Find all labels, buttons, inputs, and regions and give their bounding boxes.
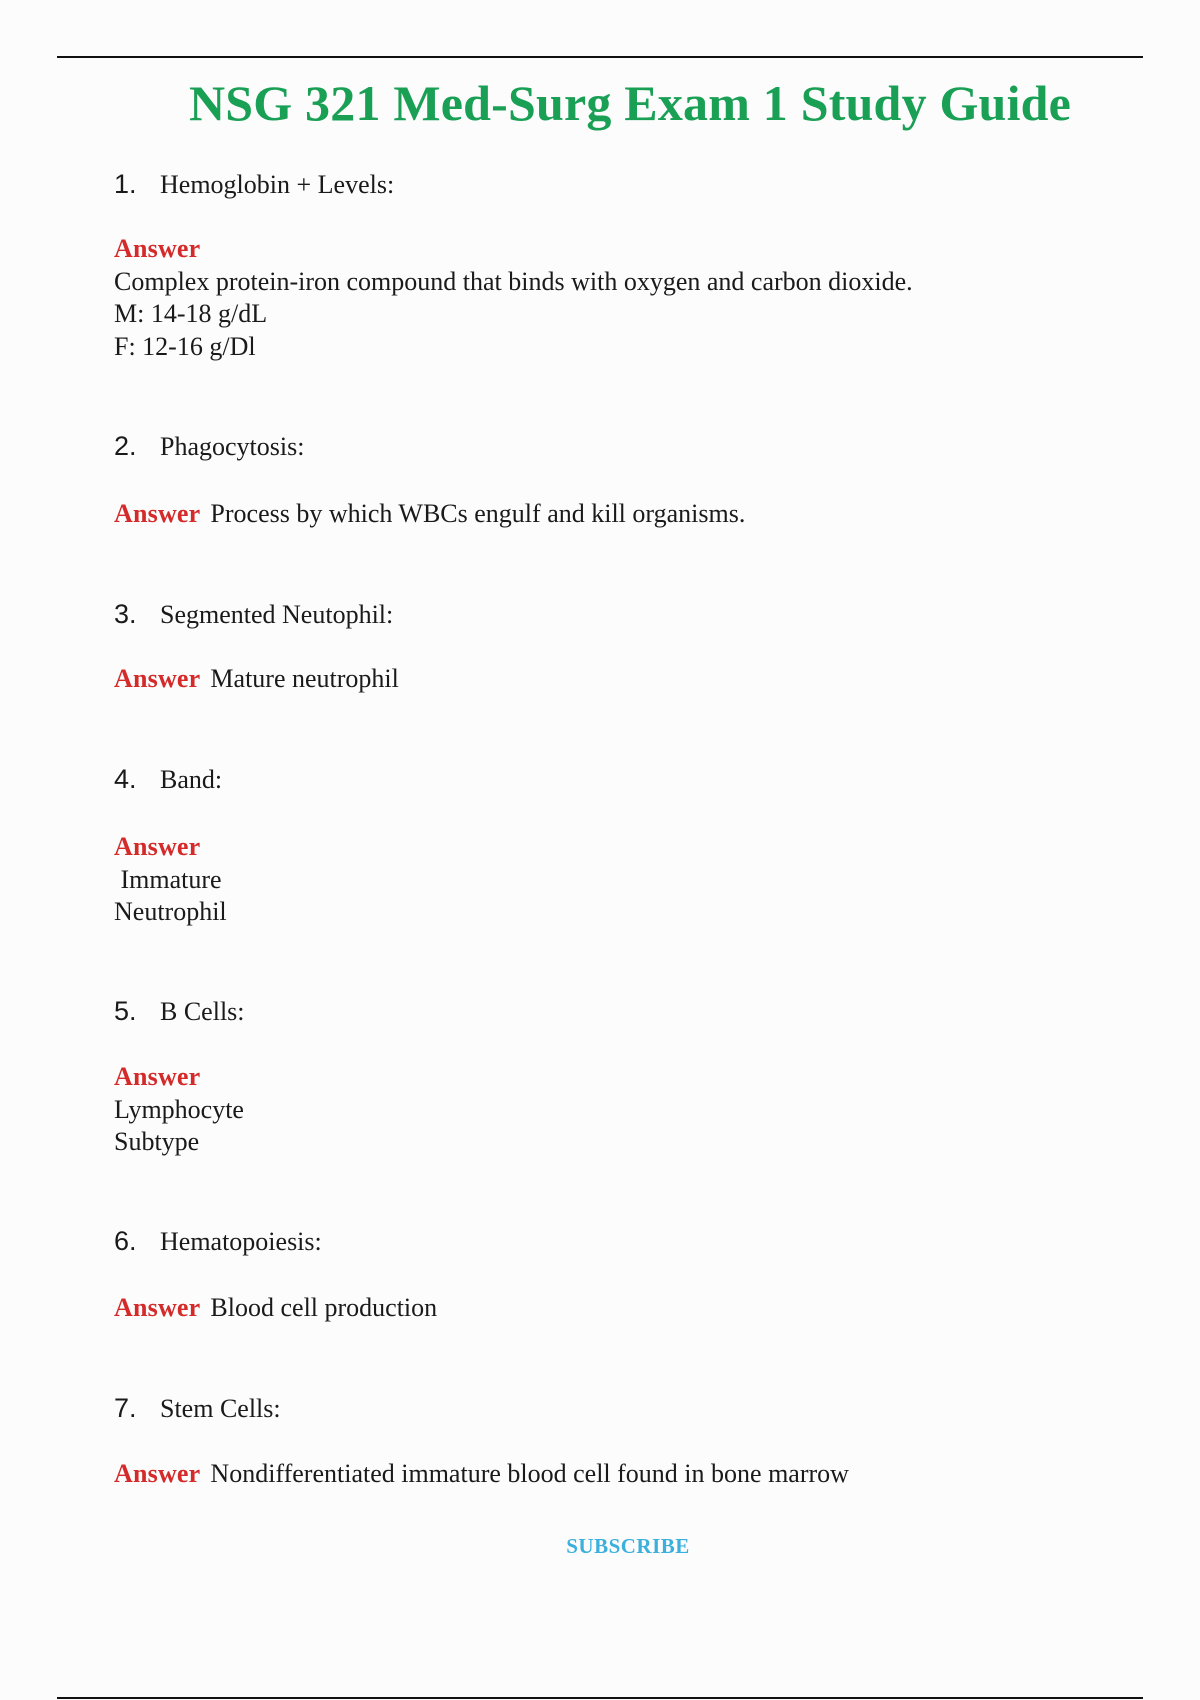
answer-line: Subtype	[114, 1127, 200, 1156]
question-number: 7.	[114, 1393, 137, 1423]
question-text: Segmented Neutophil:	[160, 600, 394, 629]
question-number: 4.	[114, 764, 137, 794]
question-6	[114, 1225, 322, 1258]
question-number: 5.	[114, 996, 137, 1026]
question-number: 1.	[114, 169, 137, 199]
question-text: Stem Cells:	[160, 1394, 281, 1423]
answer-5	[114, 1061, 244, 1159]
question-text: Phagocytosis:	[160, 432, 305, 461]
answer-text: Process by which WBCs engulf and kill organisms.	[210, 499, 746, 528]
answer-7	[114, 1458, 849, 1491]
question-text: Hemoglobin + Levels:	[160, 170, 395, 199]
question-3	[114, 598, 393, 631]
answer-label: Answer	[114, 499, 201, 528]
answer-text: Mature neutrophil	[210, 664, 399, 693]
answer-3	[114, 663, 399, 696]
question-number: 3.	[114, 599, 137, 629]
question-1	[114, 168, 394, 201]
answer-label: Answer	[114, 1062, 201, 1091]
answer-4	[114, 831, 227, 929]
answer-line: Lymphocyte	[114, 1094, 244, 1124]
question-number: 2.	[114, 431, 137, 461]
page-title: NSG 321 Med-Surg Exam 1 Study Guide	[188, 75, 1072, 131]
answer-line: M: 14-18 g/dL	[114, 299, 268, 328]
answer-label: Answer	[114, 664, 201, 693]
question-2	[114, 430, 304, 463]
answer-line: Complex protein-iron compound that binds with oxygen and carbon dioxide.	[114, 266, 913, 296]
answer-text: Nondifferentiated immature blood cell found in bone marrow	[210, 1459, 849, 1488]
answer-label: Answer	[114, 234, 201, 263]
answer-label: Answer	[114, 1459, 201, 1488]
answer-2	[114, 498, 745, 531]
answer-label: Answer	[114, 1293, 201, 1322]
answer-1	[114, 233, 913, 363]
question-text: B Cells:	[160, 997, 245, 1026]
subscribe-link[interactable]: SUBSCRIBE	[566, 1534, 690, 1558]
answer-label: Answer	[114, 832, 201, 861]
question-number: 6.	[114, 1226, 137, 1256]
answer-line: Immature	[114, 864, 222, 894]
question-4	[114, 763, 222, 796]
answer-6	[114, 1292, 437, 1325]
answer-line: Neutrophil	[114, 897, 227, 926]
question-text: Band:	[160, 765, 223, 794]
question-7	[114, 1392, 281, 1425]
answer-line: F: 12-16 g/Dl	[114, 331, 256, 361]
question-5	[114, 995, 245, 1028]
question-text: Hematopoiesis:	[160, 1227, 322, 1256]
answer-text: Blood cell production	[210, 1293, 438, 1322]
bottom-rule	[57, 1697, 1143, 1699]
top-rule	[57, 56, 1143, 58]
